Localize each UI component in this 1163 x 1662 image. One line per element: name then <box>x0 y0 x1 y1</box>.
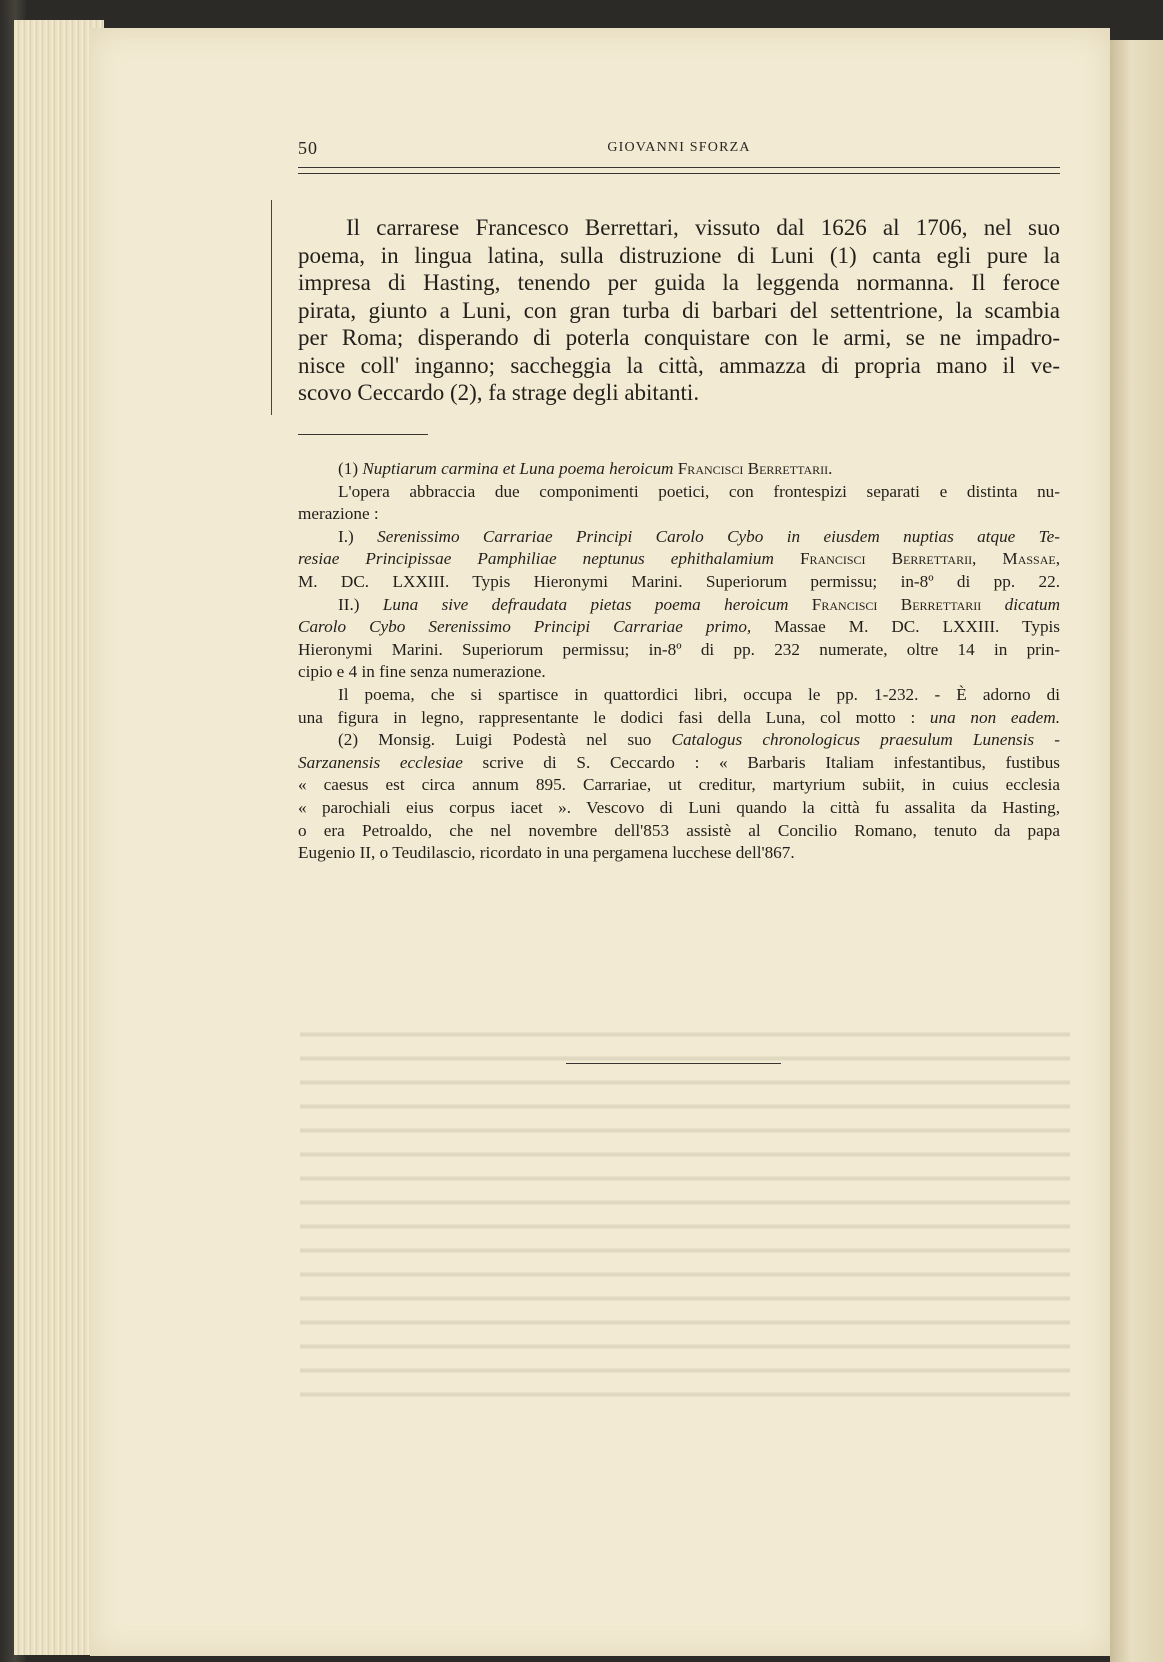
footnote-separator <box>298 434 428 435</box>
footnote-line: merazione : <box>298 504 379 524</box>
footnote-line: cipio e 4 in fine senza numerazione. <box>298 662 546 682</box>
end-rule <box>566 1063 781 1064</box>
footnote-line: (2) Monsig. Luigi Podestà nel suo Catalogus chronologicus praesulum Lunensis - <box>338 730 1060 750</box>
footnote-line: Eugenio II, o Teudilascio, ricordato in una pergamena lucchese dell'867. <box>298 843 795 863</box>
running-title: GIOVANNI SFORZA <box>607 140 751 155</box>
body-line: nisce coll' inganno; saccheggia la città, ammazza di propria mano il ve- <box>298 352 1060 378</box>
footnote-line: Carolo Cybo Serenissimo Principi Carrariae primo, Massae M. DC. LXXIII. Typis <box>298 617 1061 637</box>
footnote-line: M. DC. LXXIII. Typis Hieronymi Marini. Superiorum permissu; in-8º di pp. 22. <box>298 571 1060 591</box>
footnote-line: resiae Principissae Pamphiliae neptunus ephithalamium Francisci Berrettarii, Massae, <box>298 549 1060 569</box>
footnote-line: I.) Serenissimo Carrariae Principi Carolo Cybo in eiusdem nuptias atque Te- <box>338 526 1060 546</box>
page-number: 50 <box>298 138 318 158</box>
body-line: Il carrarese Francesco Berrettari, vissuto dal 1626 al 1706, nel suo <box>346 215 1060 240</box>
footnotes <box>298 458 1060 865</box>
header-double-rule <box>298 167 1060 174</box>
footnote-line: o era Petroaldo, che nel novembre dell'853 assistè al Concilio Romano, tenuto da papa <box>298 820 1060 840</box>
body-line: scovo Ceccardo (2), fa strage degli abitanti. <box>298 380 700 405</box>
body-line: impresa di Hasting, tenendo per guida la leggenda normanna. Il feroce <box>298 270 1060 295</box>
footnote-line: « parochiali eius corpus iacet ». Vescovo di Luni quando la città fu assalita da Hasting, <box>298 797 1060 817</box>
footnote-line: « caesus est circa annum 895. Carrariae, ut creditur, martyrium subiit, in cuius ecclesia <box>298 775 1060 795</box>
margin-mark <box>271 200 272 415</box>
running-head <box>298 138 1060 162</box>
footnote-line: II.) Luna sive defraudata pietas poema heroicum Francisci Berrettarii dicatum <box>338 594 1061 614</box>
footnote-line: (1) Nuptiarum carmina et Luna poema heroicum Francisci Berrettarii. <box>338 459 833 478</box>
footnote-line: Il poema, che si spartisce in quattordici libri, occupa le pp. 1-232. - È adorno di <box>338 684 1060 704</box>
footnote-line: una figura in legno, rappresentante le dodici fasi della Luna, col motto : una non eadem. <box>298 707 1061 727</box>
body-line: poema, in lingua latina, sulla distruzione di Luni (1) canta egli pure la <box>298 242 1060 268</box>
footnote-line: L'opera abbraccia due componimenti poetici, con frontespizi separati e distinta nu- <box>338 481 1060 501</box>
show-through-text <box>300 1020 1070 1410</box>
facing-page-edge <box>1110 40 1163 1662</box>
body-paragraph <box>298 214 1060 407</box>
footnote-line: Hieronymi Marini. Superiorum permissu; in-8º di pp. 232 numerate, oltre 14 in prin- <box>298 639 1060 659</box>
footnote-line: Sarzanensis ecclesiae scrive di S. Ceccardo : « Barbaris Italiam infestantibus, fustibus <box>298 752 1060 772</box>
body-line: per Roma; disperando di poterla conquistare con le armi, se ne impadro- <box>298 325 1060 350</box>
body-line: pirata, giunto a Luni, con gran turba di barbari del settentrione, la scambia <box>298 297 1060 323</box>
